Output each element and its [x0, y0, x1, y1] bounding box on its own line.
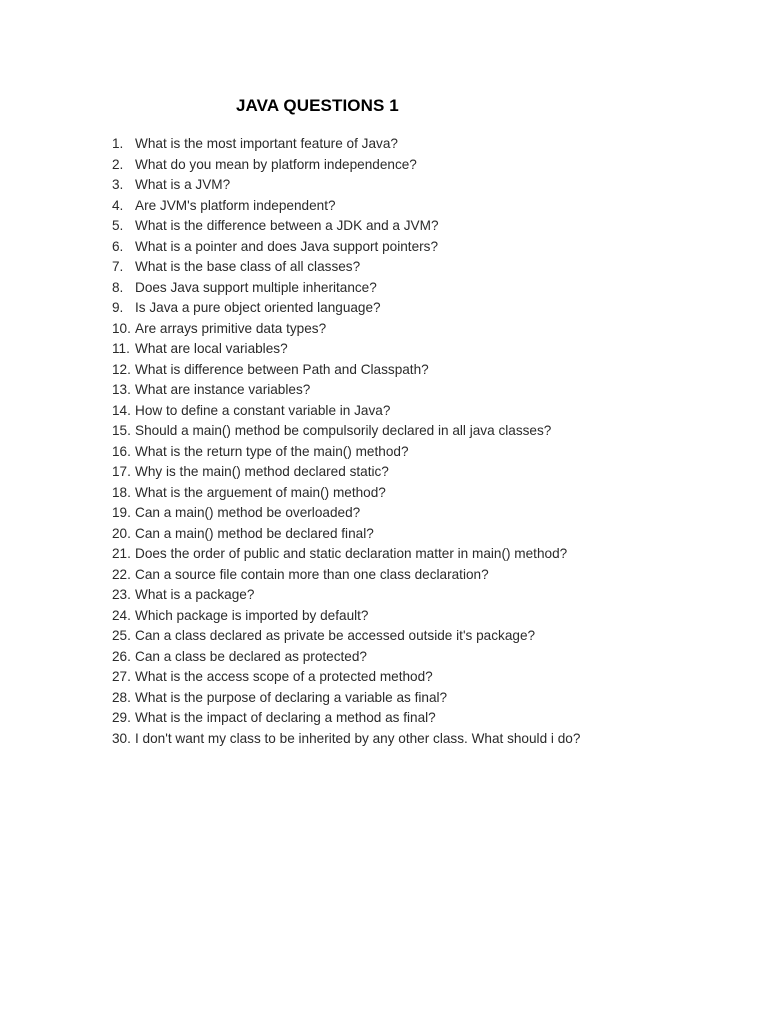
question-item — [112, 585, 580, 606]
question-item — [112, 196, 580, 217]
question-item — [112, 319, 580, 340]
question-text: Are JVM's platform independent? — [135, 197, 336, 213]
question-number: 9. — [112, 300, 124, 315]
question-text: How to define a constant variable in Java? — [135, 402, 391, 418]
question-number: 25. — [112, 628, 131, 643]
question-item — [112, 667, 580, 688]
question-text: What is difference between Path and Classpath? — [135, 361, 429, 377]
question-item — [112, 606, 580, 627]
question-text: Should a main() method be compulsorily declared in all java classes? — [135, 423, 552, 438]
question-text: Why is the main() method declared static? — [135, 464, 389, 479]
question-number: 19. — [112, 505, 131, 520]
question-number: 1. — [112, 136, 124, 151]
question-number: 4. — [112, 197, 124, 213]
question-number: 14. — [112, 402, 131, 418]
question-item — [112, 278, 580, 299]
question-text: Are arrays primitive data types? — [135, 320, 327, 336]
question-item — [112, 729, 580, 750]
question-item — [112, 626, 580, 647]
question-item — [112, 257, 580, 278]
question-text: What is a package? — [135, 587, 255, 602]
question-text: What is the access scope of a protected method? — [135, 669, 433, 684]
question-text: Can a class be declared as protected? — [135, 648, 367, 664]
question-list — [112, 134, 580, 749]
question-item — [112, 360, 580, 381]
question-text: What is the purpose of declaring a variable as final? — [135, 689, 448, 705]
question-number: 28. — [112, 689, 131, 705]
question-text: Is Java a pure object oriented language? — [135, 300, 381, 315]
question-number: 11. — [112, 341, 130, 356]
question-item — [112, 442, 580, 463]
question-text: Does the order of public and static declaration matter in main() method? — [135, 546, 568, 561]
question-number: 2. — [112, 156, 124, 172]
question-number: 26. — [112, 648, 131, 664]
question-text: What is the arguement of main() method? — [135, 484, 386, 500]
question-number: 24. — [112, 607, 131, 623]
question-text: Can a main() method be declared final? — [135, 525, 374, 541]
question-text: What is the most important feature of Java? — [135, 136, 398, 151]
question-item — [112, 155, 580, 176]
question-item — [112, 544, 580, 565]
question-item — [112, 237, 580, 258]
question-number: 12. — [112, 361, 131, 377]
question-number: 18. — [112, 484, 131, 500]
question-number: 27. — [112, 669, 131, 684]
question-text: I don't want my class to be inherited by any other class. What should i do? — [135, 730, 581, 746]
question-number: 7. — [112, 259, 124, 274]
question-item — [112, 339, 580, 360]
question-item — [112, 688, 580, 709]
question-text: What is the impact of declaring a method as final? — [135, 710, 436, 725]
question-text: What is the difference between a JDK and a JVM? — [135, 218, 439, 233]
question-number: 17. — [112, 464, 131, 479]
question-text: What are local variables? — [135, 341, 288, 356]
question-text: What is a JVM? — [135, 177, 231, 192]
question-number: 22. — [112, 566, 131, 582]
question-text: What do you mean by platform independence? — [135, 156, 417, 172]
question-number: 6. — [112, 238, 124, 254]
question-item — [112, 298, 580, 319]
question-item — [112, 421, 580, 442]
question-text: What is the return type of the main() method? — [135, 443, 409, 459]
question-item — [112, 647, 580, 668]
question-number: 13. — [112, 382, 131, 397]
question-text: Can a class declared as private be accessed outside it's package? — [135, 628, 536, 643]
question-item — [112, 708, 580, 729]
question-item — [112, 524, 580, 545]
question-number: 8. — [112, 279, 124, 295]
question-item — [112, 134, 580, 155]
question-number: 16. — [112, 443, 131, 459]
question-item — [112, 380, 580, 401]
question-item — [112, 401, 580, 422]
question-number: 23. — [112, 587, 131, 602]
question-number: 29. — [112, 710, 131, 725]
question-number: 20. — [112, 525, 131, 541]
question-item — [112, 483, 580, 504]
question-number: 15. — [112, 423, 131, 438]
question-item — [112, 175, 580, 196]
question-item — [112, 462, 580, 483]
question-item — [112, 216, 580, 237]
question-text: What is the base class of all classes? — [135, 259, 361, 274]
question-text: Does Java support multiple inheritance? — [135, 279, 377, 295]
question-text: What are instance variables? — [135, 382, 311, 397]
question-text: Can a source file contain more than one class declaration? — [135, 566, 489, 582]
question-number: 21. — [112, 546, 131, 561]
question-number: 5. — [112, 218, 124, 233]
question-number: 10. — [112, 320, 131, 336]
page-title: JAVA QUESTIONS 1 — [236, 96, 399, 115]
question-text: Can a main() method be overloaded? — [135, 505, 361, 520]
question-number: 3. — [112, 177, 124, 192]
question-item — [112, 565, 580, 586]
question-number: 30. — [112, 730, 131, 746]
question-item — [112, 503, 580, 524]
question-text: Which package is imported by default? — [135, 607, 369, 623]
question-text: What is a pointer and does Java support pointers? — [135, 238, 439, 254]
